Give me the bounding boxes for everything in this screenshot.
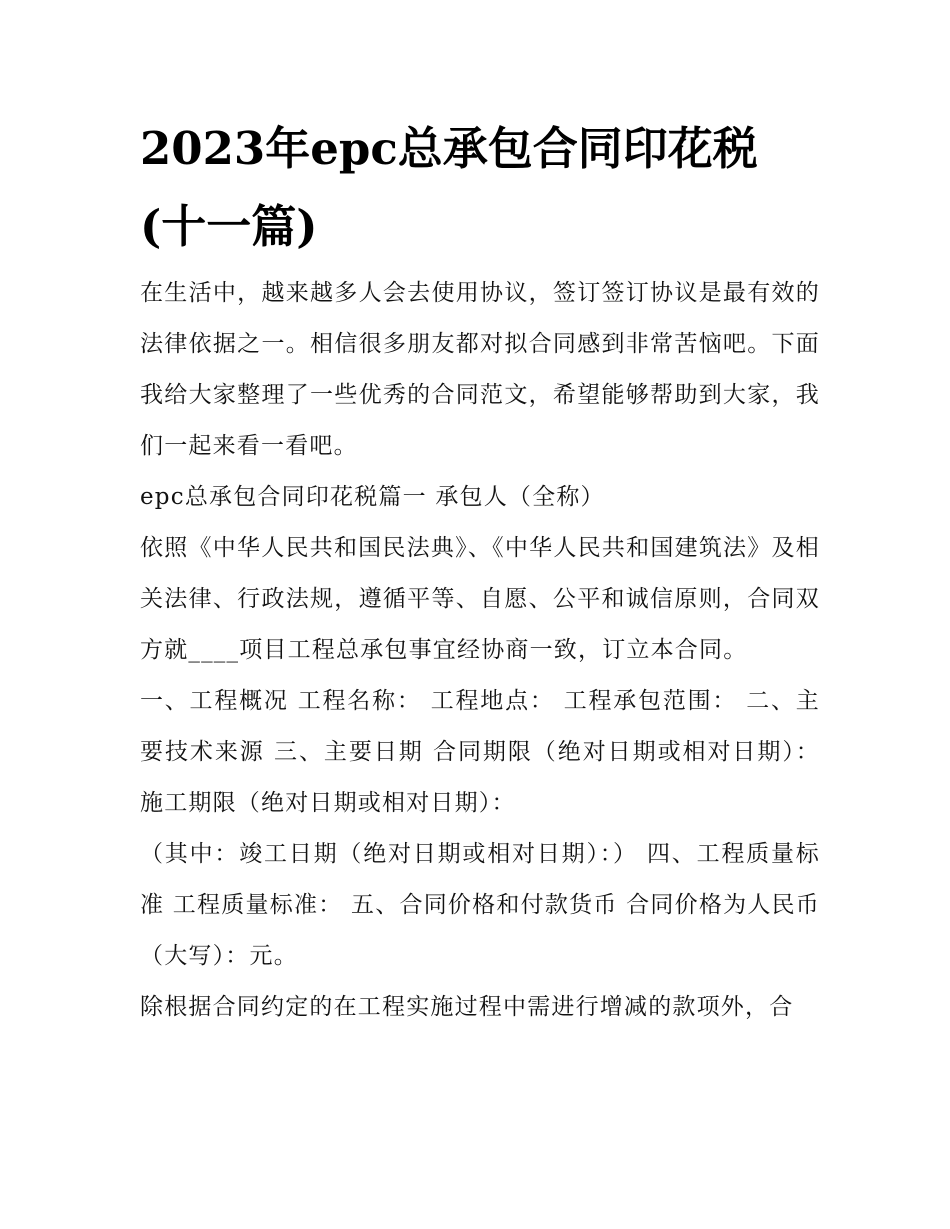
project-overview-paragraph: 一、工程概况 工程名称： 工程地点： 工程承包范围： 二、主要技术来源 三、主要日期 合同期限（绝对日期或相对日期）： 施工期限（绝对日期或相对日期）： (140, 688, 820, 816)
intro-paragraph: 在生活中，越来越多人会去使用协议，签订签订协议是最有效的法律依据之一。相信很多朋友都对拟合同感到非常苦恼吧。下面我给大家整理了一些优秀的合同范文，希望能够帮助到大家，我们一起来看一看吧。 (140, 280, 820, 459)
document-title: 2023年epc总承包合同印花税(十一篇) (140, 122, 758, 253)
section-heading-1: epc总承包合同印花税篇一 承包人（全称） (140, 484, 605, 510)
adjustment-paragraph: 除根据合同约定的在工程实施过程中需进行增减的款项外，合 (140, 994, 794, 1020)
basis-paragraph: 依照《中华人民共和国民法典》、《中华人民共和国建筑法》及相关法律、行政法规，遵循平等、自愿、公平和诚信原则，合同双方就____项目工程总承包事宜经协商一致，订立本合同。 (140, 535, 820, 663)
document-page (140, 110, 820, 1033)
quality-price-paragraph: （其中：竣工日期（绝对日期或相对日期）：） 四、工程质量标准 工程质量标准： 五、合同价格和付款货币 合同价格为人民币（大写）：元。 (140, 841, 820, 969)
